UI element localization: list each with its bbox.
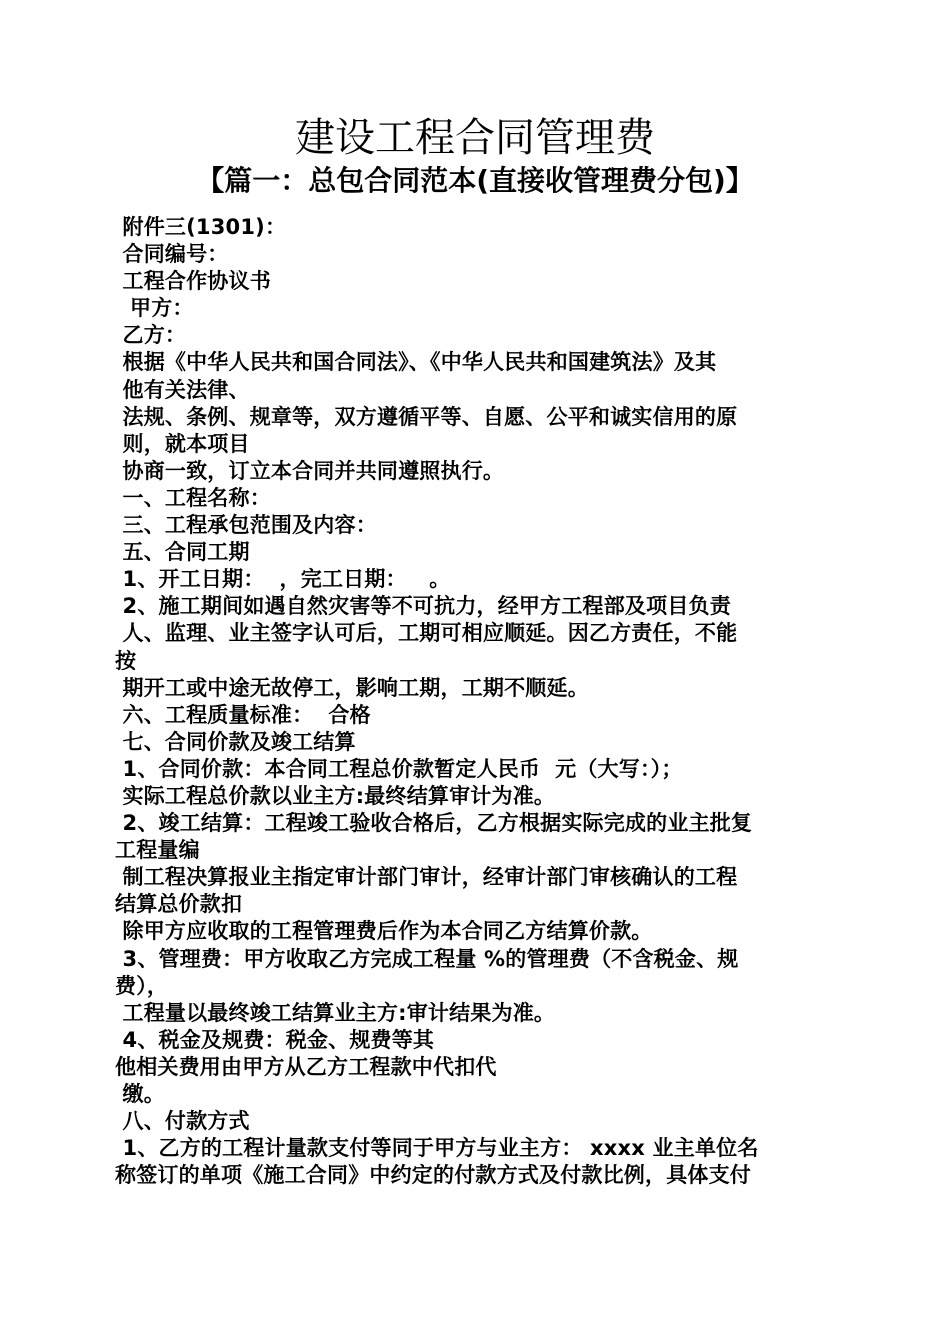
text-line: 制工程决算报业主指定审计部门审计，经审计部门审核确认的工程 <box>115 865 738 890</box>
text-line: 2、竣工结算：工程竣工验收合格后，乙方根据实际完成的业主批复 <box>115 811 753 836</box>
text-line: 七、合同价款及竣工结算 <box>115 729 356 754</box>
text-line: 实际工程总价款以业主方:最终结算审计为准。 <box>115 783 556 808</box>
text-line: 1、合同价款：本合同工程总价款暂定人民币 元（大写：）； <box>115 756 683 781</box>
text-line: 1、开工日期： ，完工日期： 。 <box>115 567 451 592</box>
text-line: 缴。 <box>115 1082 165 1106</box>
text-line: 工程量以最终竣工结算业主方:审计结果为准。 <box>115 1000 556 1025</box>
text-line: 五、合同工期 <box>115 540 250 565</box>
text-line: 3、管理费：甲方收取乙方完成工程量 %的管理费（不含税金、规 <box>115 946 739 971</box>
text-line: 六、工程质量标准： 合格 <box>115 702 371 727</box>
text-line: 费）， <box>115 973 169 998</box>
text-line: 结算总价款扣 <box>115 892 243 917</box>
text-line: 法规、条例、规章等，双方遵循平等、自愿、公平和诚实信用的原 <box>115 404 738 429</box>
text-line: 期开工或中途无故停工，影响工期，工期不顺延。 <box>115 675 589 700</box>
text-line: 他相关费用由甲方从乙方工程款中代扣代 <box>115 1054 497 1079</box>
text-line: 人、监理、业主签字认可后，工期可相应顺延。因乙方责任，不能 <box>115 621 738 646</box>
text-line: 4、税金及规费：税金、规费等其 <box>115 1027 435 1052</box>
text-line: 八、付款方式 <box>115 1109 250 1134</box>
text-line: 除甲方应收取的工程管理费后作为本合同乙方结算价款。 <box>115 919 653 944</box>
text-line: 根据《中华人民共和国合同法》、《中华人民共和国建筑法》及其 <box>115 350 717 375</box>
text-line: 2、施工期间如遇自然灾害等不可抗力，经甲方工程部及项目负责 <box>115 594 731 619</box>
text-line: 他有关法律、 <box>115 377 250 402</box>
text-line: 称签订的单项《施工合同》中约定的付款方式及付款比例，具体支付 <box>115 1163 751 1188</box>
text-line: 则，就本项目 <box>115 431 250 456</box>
text-line: 1、乙方的工程计量款支付等同于甲方与业主方： xxxx 业主单位名 <box>115 1136 759 1161</box>
document-subtitle: 【篇一：总包合同范本(直接收管理费分包)】 <box>196 164 754 197</box>
text-line: 一、工程名称： <box>115 485 271 510</box>
text-line: 乙方： <box>115 323 187 348</box>
document-body <box>115 214 840 1189</box>
text-line: 甲方： <box>115 296 194 321</box>
document-title: 建设工程合同管理费 <box>295 115 655 161</box>
text-line: 合同编号： <box>115 242 229 267</box>
text-line: 三、工程承包范围及内容： <box>115 513 377 538</box>
text-line: 按 <box>115 648 137 673</box>
text-line: 附件三(1301)： <box>115 215 287 239</box>
text-line: 工程量编 <box>115 838 200 863</box>
text-line: 工程合作协议书 <box>115 269 271 294</box>
text-line: 协商一致，订立本合同并共同遵照执行。 <box>115 458 505 483</box>
